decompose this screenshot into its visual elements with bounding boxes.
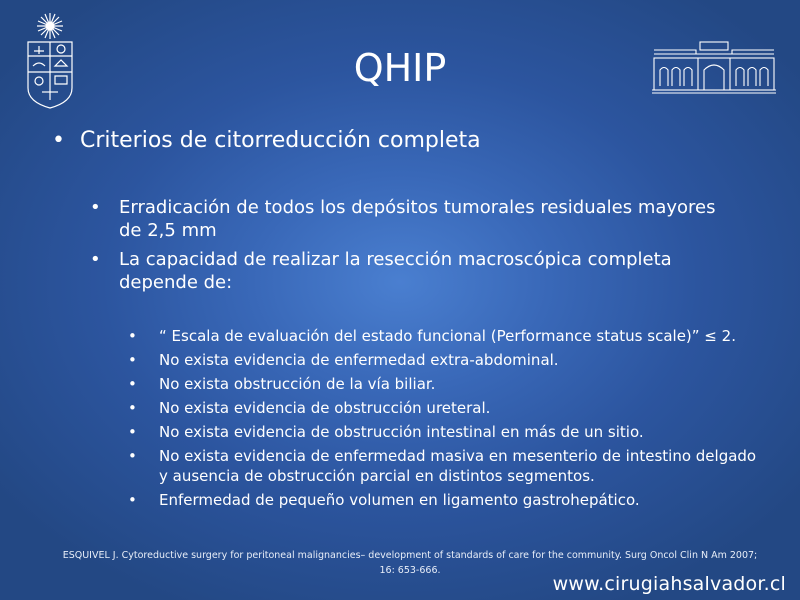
bullet-icon: • <box>128 351 137 369</box>
list-item <box>90 248 730 294</box>
bullet-icon: • <box>128 375 137 393</box>
bullet-text: No exista evidencia de enfermedad masiva en mesenterio de intestino delgado y ausencia de obstrucción parcial en distintos segmentos. <box>159 447 757 485</box>
bullet-text: No exista obstrucción de la vía biliar. <box>159 375 436 393</box>
list-item <box>128 326 768 346</box>
website-url: www.cirugiahsalvador.cl <box>552 573 786 595</box>
bullet-icon: • <box>128 399 137 417</box>
bullet-icon: • <box>128 327 137 345</box>
bullet-text: No exista evidencia de obstrucción intestinal en más de un sitio. <box>159 423 644 441</box>
bullet-text: Erradicación de todos los depósitos tumorales residuales mayores de 2,5 mm <box>119 197 716 241</box>
list-item <box>128 490 768 510</box>
bullet-icon: • <box>128 491 137 509</box>
list-item <box>128 374 768 394</box>
bullet-icon: • <box>128 423 137 441</box>
list-item <box>128 350 768 370</box>
bullet-icon: • <box>90 197 101 218</box>
sub-bullet-list <box>90 196 730 300</box>
bullet-text: La capacidad de realizar la resección macroscópica completa depende de: <box>119 249 672 293</box>
citation: ESQUIVEL J. Cytoreductive surgery for peritoneal malignancies– development of standards of care for the community. Surg Oncol Clin N Am 2007; 16: 653-666. <box>62 550 758 576</box>
bullet-text: Enfermedad de pequeño volumen en ligamento gastrohepático. <box>159 491 640 509</box>
bullet-text: No exista evidencia de obstrucción ureteral. <box>159 399 491 417</box>
list-item <box>52 126 772 156</box>
bullet-text: Criterios de citorreducción completa <box>80 128 481 153</box>
bullet-text: “ Escala de evaluación del estado funcional (Performance status scale)” ≤ 2. <box>159 327 736 345</box>
slide-title: QHIP <box>353 46 447 90</box>
bullet-icon: • <box>128 447 137 465</box>
list-item <box>128 398 768 418</box>
list-item <box>128 446 768 486</box>
bullet-text: No exista evidencia de enfermedad extra-abdominal. <box>159 351 559 369</box>
bullet-icon: • <box>90 249 101 270</box>
main-bullet-list <box>52 126 772 156</box>
bullet-icon: • <box>52 128 65 153</box>
list-item <box>90 196 730 242</box>
criteria-list <box>128 326 768 514</box>
list-item <box>128 422 768 442</box>
